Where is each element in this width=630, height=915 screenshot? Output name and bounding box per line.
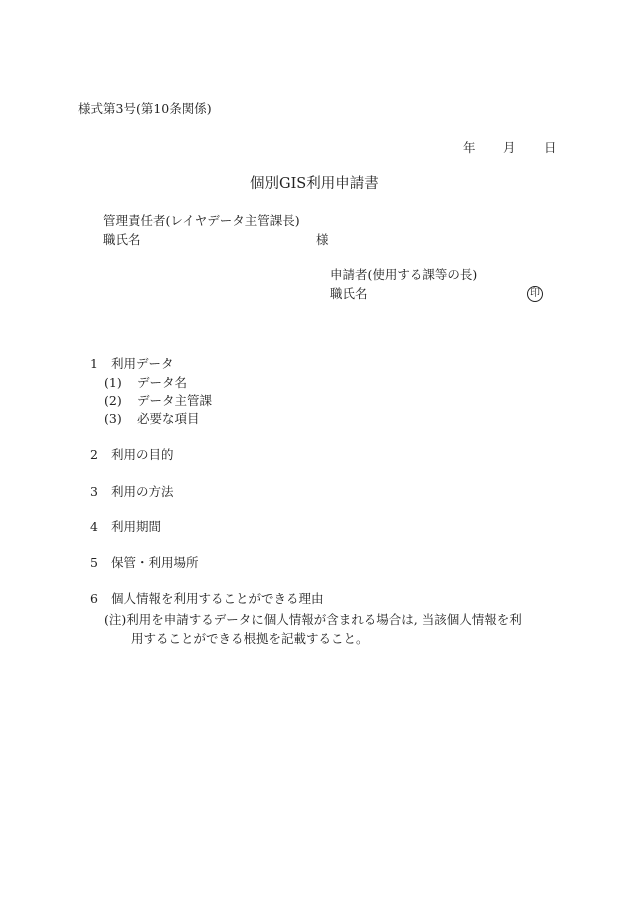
recipient-name-label: 職氏名 [103, 232, 141, 247]
subitem-number: (2) [104, 393, 122, 408]
item-number: 1 [90, 356, 98, 371]
item-label: 利用の方法 [111, 484, 174, 499]
item-number: 2 [90, 447, 98, 462]
note [104, 610, 556, 648]
subitem-label: データ名 [137, 375, 188, 390]
subitem-label: データ主管課 [137, 393, 213, 408]
item-label: 個人情報を利用することができる理由 [111, 591, 324, 606]
item-label: 利用の目的 [111, 447, 174, 462]
document-title: 個別GIS利用申請書 [250, 176, 379, 192]
seal-stamp: 印 [527, 286, 543, 302]
item-label: 利用データ [111, 356, 174, 371]
item-number: 6 [90, 591, 98, 606]
subitem-label: 必要な項目 [137, 411, 200, 426]
applicant-name-label: 職氏名 [330, 286, 368, 301]
item-label: 利用期間 [111, 519, 162, 534]
item-number: 5 [90, 555, 98, 570]
applicant-role: 申請者(使用する課等の長) [330, 267, 478, 282]
note-line-2: 用することができる根拠を記載すること。 [131, 631, 369, 646]
item-label: 保管・利用場所 [111, 555, 199, 570]
form-number: 様式第3号(第10条関係) [78, 101, 212, 116]
date-month: 月 [503, 140, 516, 155]
recipient-honorific: 様 [316, 232, 329, 247]
recipient-role: 管理責任者(レイヤデータ主管課長) [103, 213, 300, 228]
subitem-number: (1) [104, 375, 122, 390]
date-day: 日 [544, 140, 557, 155]
item-number: 4 [90, 519, 98, 534]
item-number: 3 [90, 484, 98, 499]
note-line-1: (注)利用を申請するデータに個人情報が含まれる場合は, 当該個人情報を利 [104, 612, 522, 627]
date-year: 年 [463, 140, 476, 155]
subitem-number: (3) [104, 411, 122, 426]
